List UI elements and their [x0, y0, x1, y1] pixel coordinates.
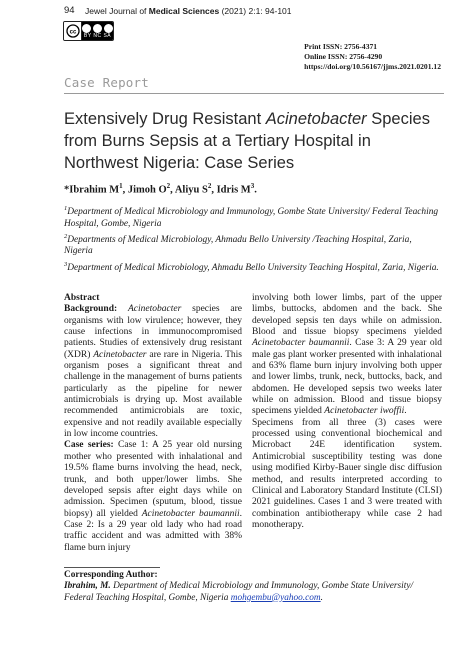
issn-block [304, 42, 441, 73]
svg-text:cc: cc [69, 29, 76, 36]
sa-icon [104, 24, 113, 33]
corresponding-author-heading: Corresponding Author: [64, 570, 158, 580]
article-type: Case Report [64, 75, 149, 90]
author-list [64, 182, 257, 196]
affiliation-number: 1 [64, 205, 68, 212]
print-issn: Print ISSN: 2756-4371 [304, 42, 378, 51]
case-series-italic: Acinetobacter baumannii [141, 508, 240, 519]
author-affiliation-mark: 2 [166, 182, 171, 190]
affiliation-item [64, 231, 442, 258]
case-series-text: . Case 2: Is a 29 year old lady who had road traffic accident and was admitted with 38% flame burn injury [64, 508, 242, 553]
affiliation-text: Department of Medical Microbiology and Immunology, Gombe State University/ Federal Teaching Hospital, Gombe, Nigeria [64, 207, 439, 229]
author-list-end: . [254, 184, 257, 196]
case-series-text: Case 1: A 25 year old nursing mother who presented with inhalational and 19.5% flame burns involving the head, neck, trunk, and both upper/lower limbs. She developed sepsis after eight days while on admission. Specimen (sputum, blood, tissue biopsy) all yielded [64, 440, 243, 519]
nc-icon [93, 24, 102, 33]
author-affiliation-mark: 2 [207, 182, 212, 190]
corresponding-author-details [64, 581, 444, 604]
journal-citation [85, 6, 292, 16]
author-affiliation-mark: 3 [250, 182, 255, 190]
license-text: BY NC SA [83, 32, 112, 39]
doi-link[interactable]: https://doi.org/10.56167/jjms.2021.0201.12 [304, 62, 441, 72]
case-series-italic: Acinetobacter baumannii [252, 338, 350, 349]
abstract-heading: Abstract [64, 293, 100, 303]
corresponding-author-name: Ibrahim, M. [64, 581, 111, 592]
title-part2: Species from Burns Sepsis at a Tertiary Hospital in Northwest Nigeria: Case Series [64, 110, 430, 172]
background-label: Background: [64, 304, 118, 315]
online-issn: Online ISSN: 2756-4290 [304, 52, 383, 62]
case-series-italic: Acinetobacter iwoffii [324, 406, 405, 417]
case-series-paragraph [64, 440, 242, 553]
email-link[interactable]: mohgembu@yahoo.com [230, 592, 321, 603]
affiliation-item [64, 203, 442, 230]
article-type-divider [64, 93, 444, 94]
author-name: , Aliyu S [170, 184, 208, 196]
author-affiliation-mark: 1 [119, 182, 123, 190]
author-name: , Idris M [211, 184, 251, 196]
affiliation-item [64, 259, 442, 275]
background-text: are rare in Nigeria. This organism poses a significant threat and challenge in the management of burns patients particularly as the pipeline for newer antimicrobials is drying up. Most available recommended antimicrobials are toxic, expensive and not readily available especially in low income countries. [64, 349, 242, 440]
background-text [117, 304, 128, 314]
case-series-text: . Case 3: A 29 year old male gas plant worker presented with inhalational and 63% flame burn injury involving both upper and lower limbs, trunk, neck, buttocks, back, and abdomen. He developed sepsis two weeks later while on admission. Blood and tissue biopsy specimens yielded [252, 338, 442, 417]
case-series-continued [252, 293, 442, 418]
by-icon [82, 24, 91, 33]
case-series-label: Case series: [64, 440, 114, 451]
case-series-text: involving both lower limbs, part of the upper limbs, buttocks, abdomen and the back. She developed sepsis ten days while on admission. Blood and tissue biopsy specimens yielded [252, 293, 442, 338]
affiliation-text: Departments of Medical Microbiology, Ahmadu Bello University /Teaching Hospital, Zaria, Nigeria [64, 235, 412, 257]
footnote-end: . [320, 592, 323, 603]
author-name: *Ibrahim M [64, 184, 120, 196]
background-italic: Acinetobacter [128, 304, 182, 315]
footnote-divider [64, 567, 160, 568]
author-name: , Jimoh O [122, 184, 167, 196]
article-title [64, 108, 444, 174]
corresponding-author-affiliation: Department of Medical Microbiology and Immunology, Gombe State University/ Federal Teaching Hospital, Gombe, Nigeria [64, 581, 414, 603]
case-series-text: . [404, 406, 407, 417]
affiliation-number: 3 [64, 260, 68, 268]
cc-attribution-icons [82, 22, 113, 40]
cc-logo-icon [64, 22, 82, 40]
affiliations [64, 203, 442, 275]
title-italic: Acinetobacter [265, 110, 367, 128]
abstract-left-column [64, 293, 242, 554]
title-part1: Extensively Drug Resistant [64, 110, 266, 128]
background-paragraph [64, 304, 242, 440]
cc-license-icon[interactable] [63, 21, 114, 41]
abstract-right-column [252, 293, 442, 531]
background-text: species are organisms with low virulence; however, they cause infections in immunocompromised patients. Studies of extensively drug resistant (XDR) [64, 304, 243, 360]
affiliation-number: 2 [64, 232, 68, 240]
page-number: 94 [64, 5, 75, 16]
journal-prefix: Jewel Journal of [85, 6, 149, 16]
corresponding-author-footnote [64, 570, 444, 604]
journal-suffix: (2021) 2:1: 94-101 [219, 6, 292, 16]
affiliation-text: Department of Medical Microbiology, Ahmadu Bello University Teaching Hospital, Zaria, Nigeria. [67, 263, 439, 273]
methods-paragraph: Specimens from all three (3) cases were processed using conventional biochemical and Microbact 24E identification system. Antimicrobial susceptibility testing was done using modified Kirby-Bauer single disc diffusion method, and results interpreted according to Clinical and Laboratory Standard Institute (CLSI) 2021 guidelines. Cases 1 and 3 were treated with combination antibiotherapy while case 2 had monotherapy. [252, 417, 442, 530]
journal-name-bold: Medical Sciences [148, 6, 220, 16]
background-italic: Acinetobacter [93, 349, 147, 360]
